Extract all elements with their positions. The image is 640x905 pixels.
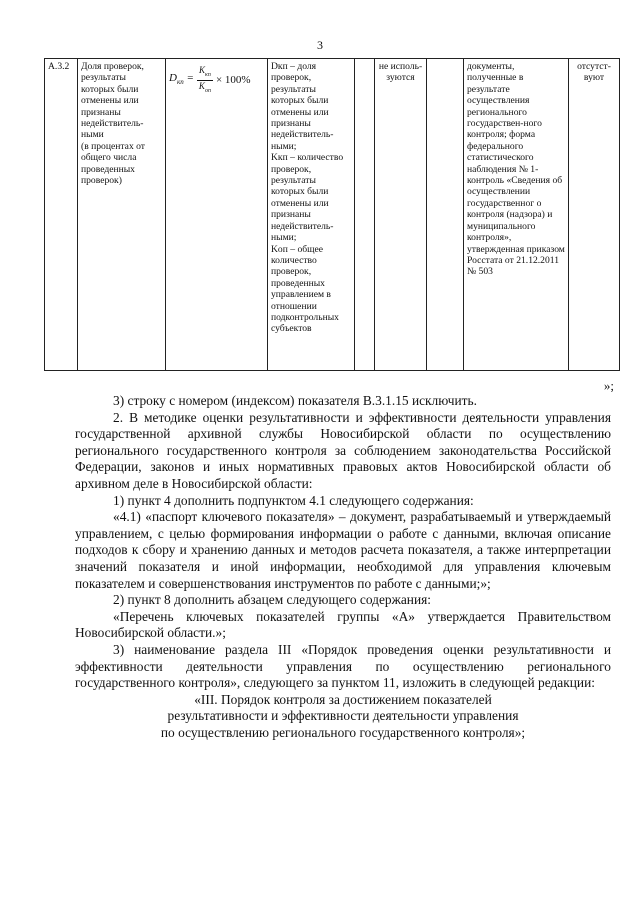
paragraph: 1) пункт 4 дополнить подпунктом 4.1 следующего содержания: [113, 492, 474, 508]
paragraph: 3) строку с номером (индексом) показателя В.3.1.15 исключить. [113, 393, 477, 408]
indicator-table [44, 58, 620, 371]
section-heading-line: «III. Порядок контроля за достижением показателей [194, 691, 492, 707]
paragraph: 2. В методике оценки результативности и эффективности деятельности управления государственной архивной службы Новосибирской области по осуществлению регионального государственного контроля за соблюдением законодательства Российской Федерации, законов и иных нормативных правовых актов Новосибирской области об архивном деле в Новосибирской области: [75, 409, 611, 491]
indicator-code: А.3.2 [45, 59, 78, 371]
empty-cell [427, 59, 464, 371]
data-source: документы, полученные в результате осуществления регионального государствен-ного контроля; форма федерального статистического наблюдения № 1-контроль «Сведения об осуществлении государственног о контроля (надзора) и муниципального контроля», утвержденная приказом Росстата от 21.12.2011 № 503 [464, 59, 569, 371]
formula-definitions: Dкп – доля проверок, результаты которых были отменены или признаны недействитель-ными; Kкп – количество проверок, результаты которых были отменены или признаны недействитель-ными; Kоп – общее количество проверок, проведенных управлением в отношении подконтрольных субъектов [268, 59, 355, 371]
section-heading-line: по осуществлению регионального государственного контроля»; [160, 724, 526, 740]
status-cell: отсутст-вуют [569, 59, 620, 371]
paragraph: 2) пункт 8 дополнить абзацем следующего содержания: [113, 592, 432, 608]
empty-cell [355, 59, 375, 371]
page-number: 3 [317, 38, 323, 52]
section-heading-line: результативности и эффективности деятельности управления [167, 708, 519, 724]
document-body [75, 393, 611, 741]
usage-cell: не исполь-зуются [375, 59, 427, 371]
table-row [45, 59, 620, 371]
indicator-formula: $D_{кп}$ = $\frac{K_{кп}}{K_{оп}}$ × 100% [166, 59, 268, 371]
indicator-name: Доля проверок, результаты которых были отменены или признаны недействитель-ными (в процентах от общего числа проведенных проверок) [78, 59, 166, 371]
paragraph: 3) наименование раздела III «Порядок проведения оценки результативности и эффективности деятельности управления по осуществлению регионального государственного контроля», следующего за пунктом 11, изложить в следующей редакции: [75, 641, 611, 691]
paragraph: «4.1) «паспорт ключевого показателя» – документ, разрабатываемый и утверждаемый управлением, с целью формирования информации о работе с данными, включая описание подходов к сбору и хранению данных и методов расчета показателя, а также интерпретации значений показателя и иной информации, необходимой для управления ключевым показателем и совершенствования инструментов по работе с данными;»; [75, 509, 611, 591]
closing-quote: »; [603, 378, 614, 393]
paragraph: «Перечень ключевых показателей группы «А» утверждается Правительством Новосибирской области.»; [75, 608, 611, 641]
